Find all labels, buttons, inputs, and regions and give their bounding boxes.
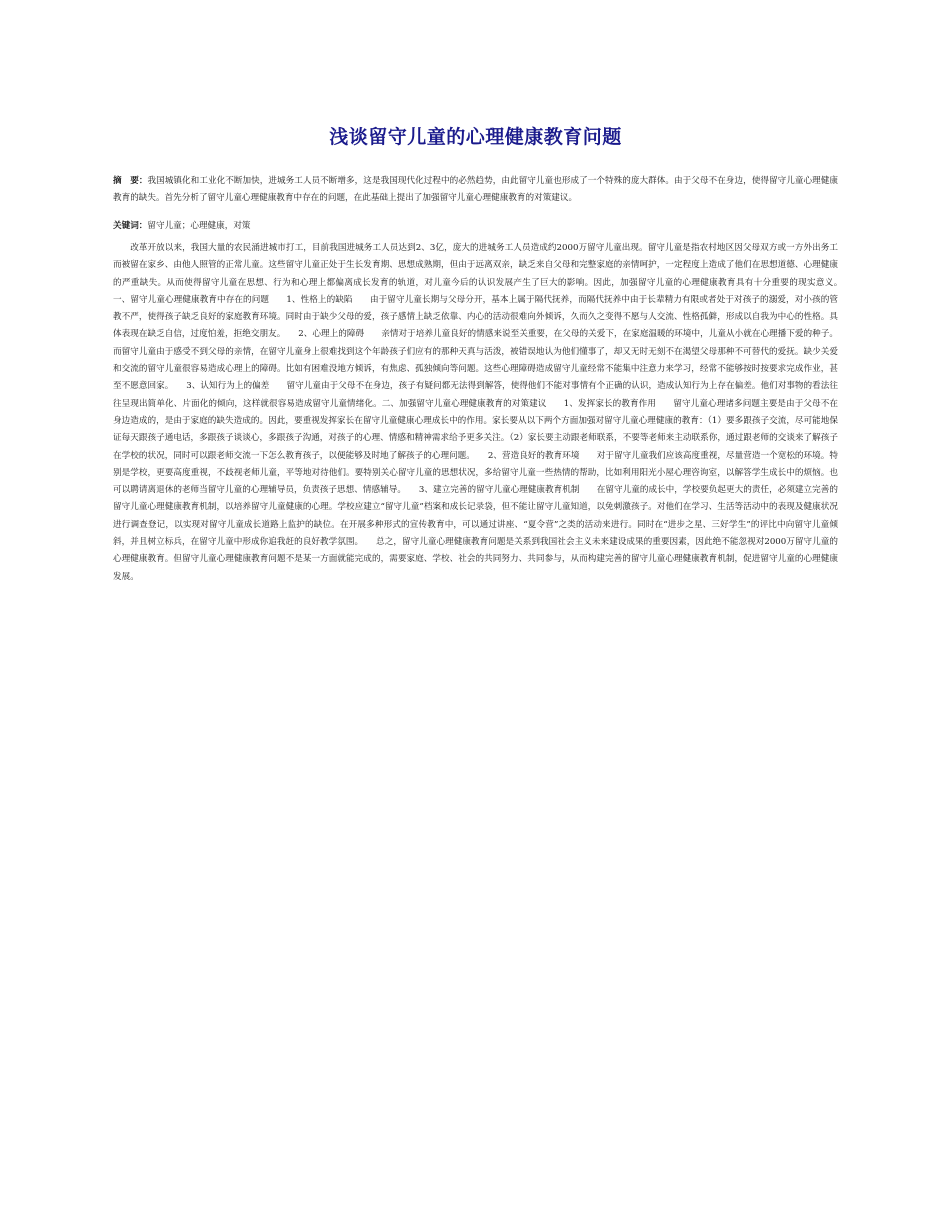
abstract-text: 我国城镇化和工业化不断加快，进城务工人员不断增多，这是我国现代化过程中的必然趋势，由此留守儿童也形成了一个特殊的庞大群体。由于父母不在身边，使得留守儿童心理健康教育的缺失。首先分析了留守儿童心理健康教育中存在的问题，在此基础上提出了加强留守儿童心理健康教育的对策建议。: [113, 176, 838, 203]
body-text: 改革开放以来，我国大量的农民涌进城市打工，目前我国进城务工人员达到2、3亿，庞大的进城务工人员造成约2000万留守儿童出现。留守儿童是指农村地区因父母双方或一方外出务工而被留在家乡、由他人照管的正常儿童。这些留守儿童正处于生长发育期、思想成熟期，但由于远离双亲，缺乏来自父母和完整家庭的亲情呵护，一定程度上造成了他们在思想道德、心理健康的严重缺失。从而使得留守儿童在思想、行为和心理上都偏离成长发育的轨道，对儿童今后的认识发展产生了巨大的影响。因此，加强留守儿童的心理健康教育具有十分重要的现实意义。 一、留守儿童心理健康教育中存在的问题 1、性格上的缺陷 由于留守儿童长期与父母分开，基本上属于隔代抚养，而隔代抚养中由于长辈精力有限或者处于对孩子的溺爱，对小孩的管教不严，使得孩子缺乏良好的家庭教育环境。同时由于缺少父母的爱，孩子感情上缺乏依靠、内心的活动很难向外倾诉，久而久之变得不愿与人交流、性格孤僻，形成以自我为中心的性格。具体表现在缺乏自信，过度怕羞，拒绝交朋友。 2、心理上的障碍 亲情对于培养儿童良好的情感来说至关重要，在父母的关爱下，在家庭温暖的环境中，儿童从小就在心理播下爱的种子。而留守儿童由于感受不到父母的亲情，在留守儿童身上很难找到这个年龄孩子们应有的那种天真与活泼，被错误地认为他们懂事了，却又无时无刻不在渴望父母那种不可替代的爱抚。缺少关爱和交流的留守儿童很容易造成心理上的障碍。比如有困难没地方倾诉，有焦虑、孤独倾向等问题。这些心理障碍造成留守儿童经常不能集中注意力来学习，经常不能够按时按要求完成作业，甚至不愿意回家。 3、认知行为上的偏差 留守儿童由于父母不在身边，孩子有疑问都无法得到解答，使得他们不能对事情有个正确的认识，造成认知行为上存在偏差。他们对事物的看法往往呈现出简单化、片面化的倾向，这样就很容易造成留守儿童情绪化。二、加强留守儿童心理健康教育的对策建议 1、发挥家长的教育作用 留守儿童心理诸多问题主要是由于父母不在身边造成的，是由于家庭的缺失造成的。因此，要重视发挥家长在留守儿童健康心理成长中的作用。家长要从以下两个方面加强对留守儿童心理健康的教育：（1）要多跟孩子交流，尽可能地保证每天跟孩子通电话，多跟孩子谈谈心，多跟孩子沟通，对孩子的心理、情感和精神需求给予更多关注。（2）家长要主动跟老师联系，不要等老师来主动联系你，通过跟老师的交谈来了解孩子在学校的状况，同时可以跟老师交流一下怎么教育孩子，以便能够及时地了解孩子的心理问题。 2、营造良好的教育环境 对于留守儿童我们应该高度重视，尽量营造一个宽松的环境。特别是学校，更要高度重视，不歧视老师儿童，平等地对待他们。要特别关心留守儿童的思想状况，多给留守儿童一些热情的帮助，比如利用阳光小屋心理咨询室，以解答学生成长中的烦恼。也可以聘请离退休的老师当留守儿童的心理辅导员，负责孩子思想、情感辅导。 3、建立完善的留守儿童心理健康教育机制 在留守儿童的成长中，学校要负起更大的责任，必须建立完善的留守儿童心理健康教育机制，以培养留守儿童健康的心理。学校应建立“留守儿童”档案和成长记录袋，但不能让留守儿童知道，以免刺激孩子。对他们在学习、生活等活动中的表现及健康状况进行调查登记，以实现对留守儿童成长道路上监护的缺位。在开展多种形式的宣传教育中，可以通过讲座、“夏令营”之类的活动来进行。同时在“进步之星、三好学生”的评比中向留守儿童倾斜，并且树立标兵，在留守儿童中形成你追我赶的良好教学氛围。 总之，留守儿童心理健康教育问题是关系到我国社会主义未来建设成果的重要因素，因此绝不能忽视对2000万留守儿童的心理健康教育。但留守儿童心理健康教育问题不是某一方面就能完成的，需要家庭、学校、社会的共同努力、共同参与，从而构建完善的留守儿童心理健康教育机制，促进留守儿童的心理健康发展。: [113, 243, 856, 582]
page-title: 浅谈留守儿童的心理健康教育问题: [329, 126, 622, 148]
keywords-text: 留守儿童；心理健康，对策: [147, 221, 251, 231]
abstract-label: 摘 要：: [113, 176, 148, 186]
abstract: [113, 173, 838, 207]
keywords-label: 关键词：: [113, 221, 148, 231]
keywords: [113, 218, 838, 235]
document-page: [113, 122, 856, 586]
